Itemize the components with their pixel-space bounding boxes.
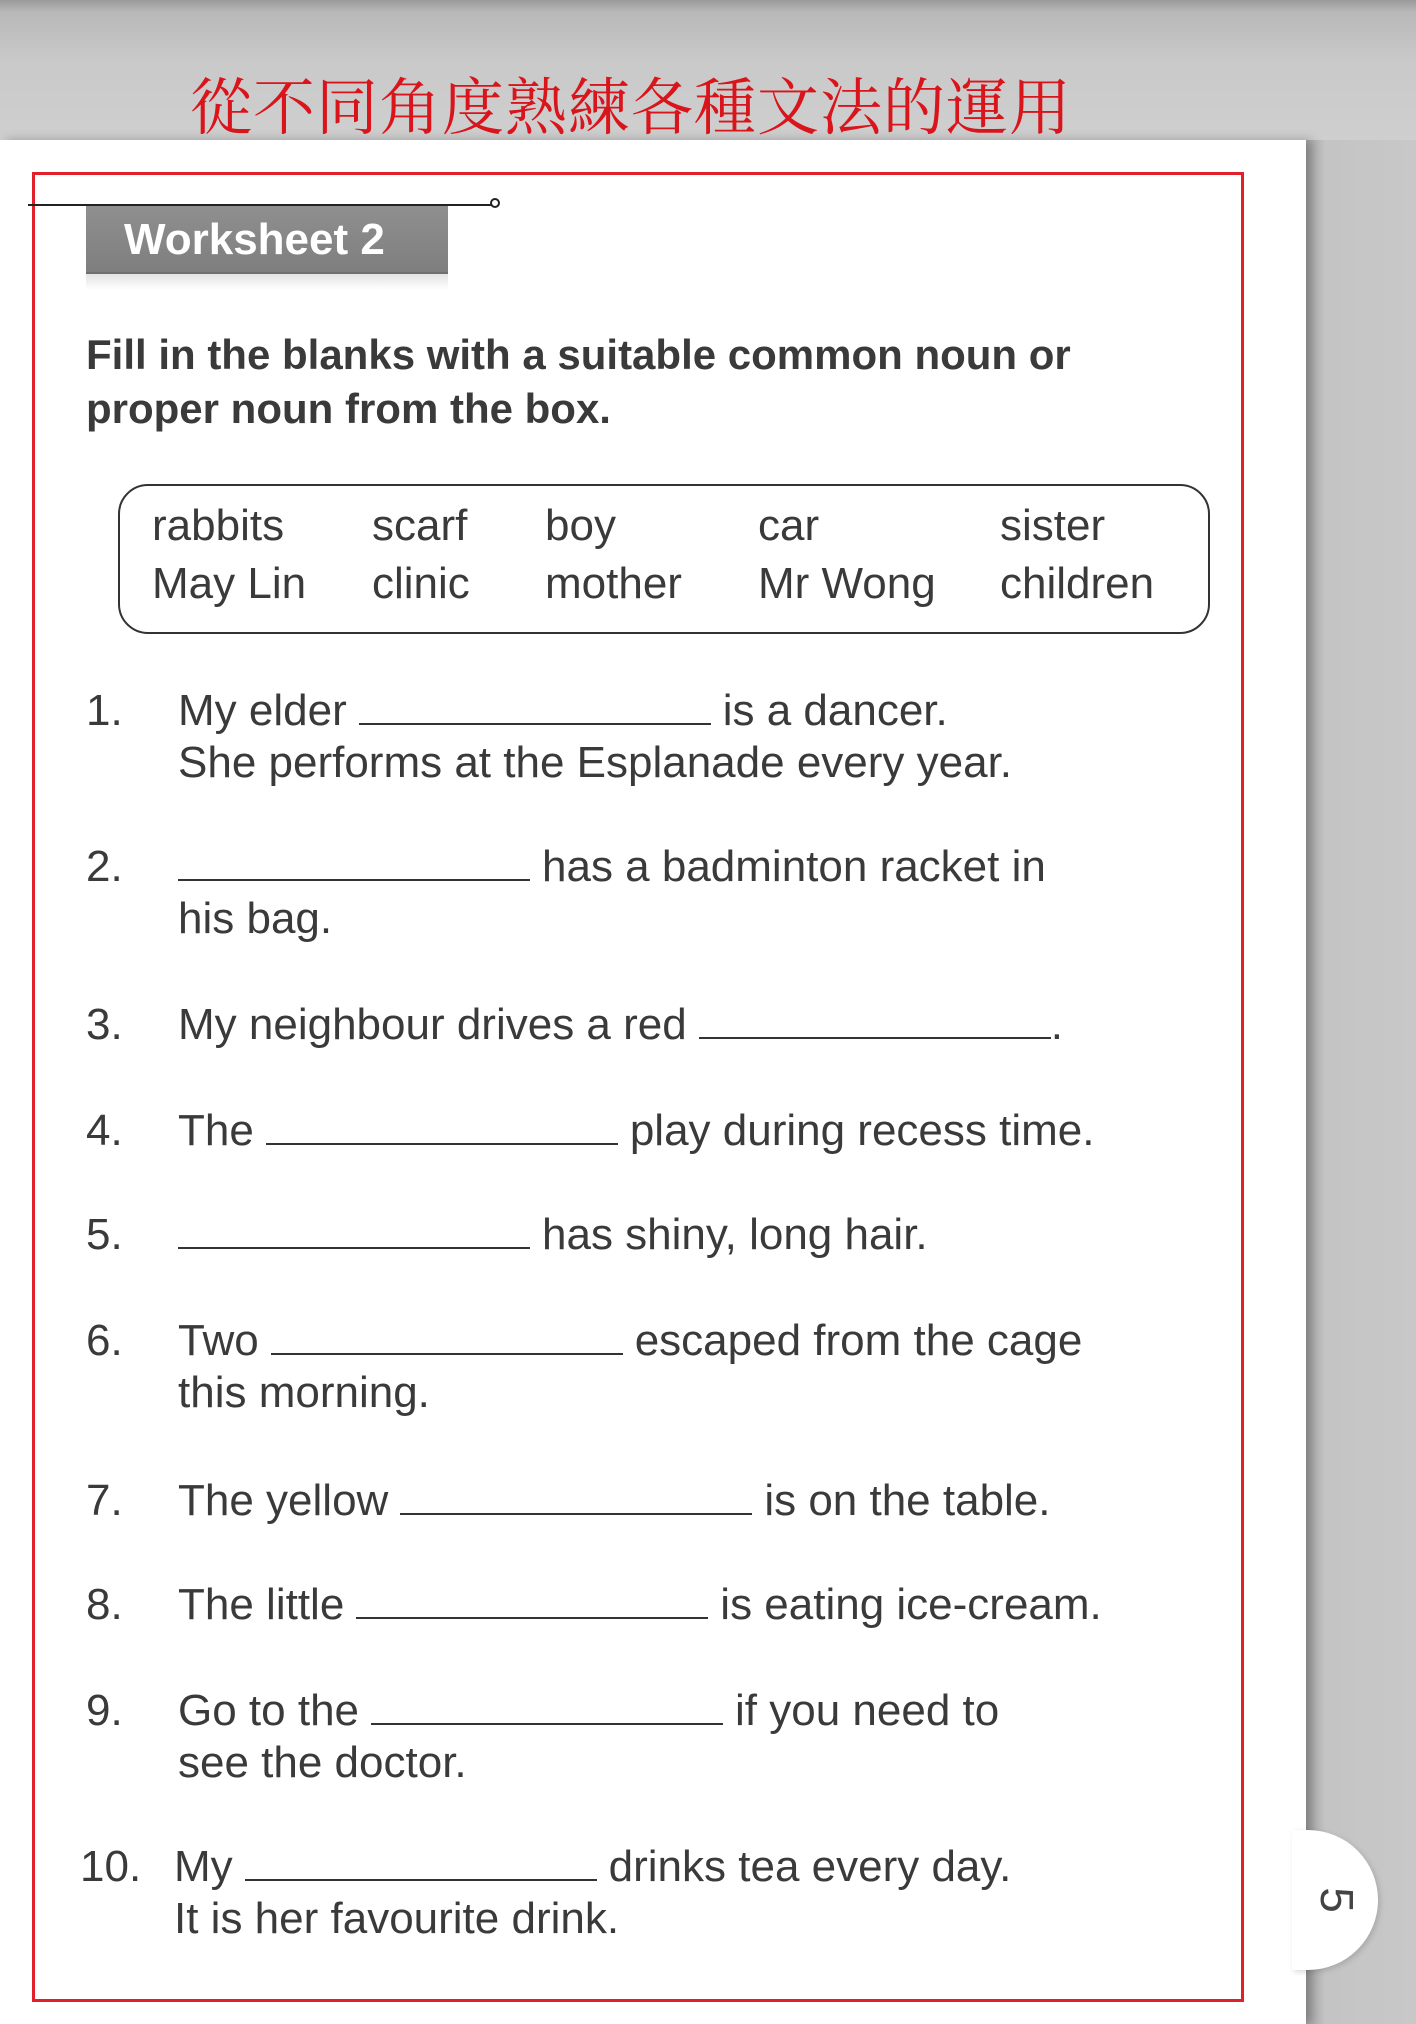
question-item: [86, 1686, 1216, 1796]
page-number: 5: [1311, 1887, 1363, 1913]
answer-blank[interactable]: [178, 1213, 530, 1249]
question-item: [86, 1106, 1216, 1166]
question-line-2: It is her favourite drink.: [174, 1894, 620, 1943]
word-box-item: sister: [1000, 501, 1106, 550]
question-text-before: Go to the: [178, 1686, 360, 1735]
question-number: 6.: [86, 1316, 123, 1365]
chinese-heading: 從不同角度熟練各種文法的運用: [190, 71, 1073, 144]
question-line: [178, 686, 948, 736]
question-number: 10.: [80, 1842, 142, 1891]
question-item: [86, 1210, 1216, 1270]
question-text-before: The: [178, 1106, 254, 1155]
question-line: [178, 842, 1046, 892]
answer-blank[interactable]: [245, 1845, 597, 1881]
word-box-item: clinic: [372, 559, 470, 608]
question-line: [178, 1580, 1102, 1630]
question-text-after: escaped from the cage: [634, 1316, 1083, 1365]
question-number: 3.: [86, 1000, 123, 1049]
question-line-2: see the doctor.: [178, 1738, 467, 1787]
word-box-item: May Lin: [152, 559, 307, 608]
question-number: 9.: [86, 1686, 123, 1735]
answer-blank[interactable]: [271, 1319, 623, 1355]
question-number: 8.: [86, 1580, 123, 1629]
answer-blank[interactable]: [371, 1689, 723, 1725]
question-text-after: has shiny, long hair.: [542, 1210, 928, 1259]
question-line: [178, 1210, 928, 1260]
word-box-item: boy: [545, 501, 616, 550]
question-line-2: this morning.: [178, 1368, 430, 1417]
question-text-after: play during recess time.: [629, 1106, 1095, 1155]
word-box-item: Mr Wong: [758, 559, 936, 608]
page-edge-shadow: [1306, 140, 1416, 2024]
answer-blank[interactable]: [178, 845, 530, 881]
question-number: 4.: [86, 1106, 123, 1155]
question-text-before: My: [174, 1842, 233, 1891]
question-text-before: Two: [178, 1316, 259, 1365]
question-text-after: drinks tea every day.: [608, 1842, 1012, 1891]
word-box-item: scarf: [372, 501, 468, 550]
answer-blank[interactable]: [266, 1109, 618, 1145]
worksheet-tab-shadow: [86, 272, 448, 290]
question-number: 2.: [86, 842, 123, 891]
question-number: 5.: [86, 1210, 123, 1259]
question-text-before: The little: [178, 1580, 345, 1629]
question-text-after: is on the table.: [764, 1476, 1051, 1525]
instruction-text: Fill in the blanks with a suitable common noun or proper noun from the box.: [86, 331, 1071, 432]
question-text-after: if you need to: [735, 1686, 1000, 1735]
question-line-2: his bag.: [178, 894, 333, 943]
question-item: [86, 1476, 1216, 1536]
question-text-after: is a dancer.: [722, 686, 948, 735]
header-rule-dot: [490, 198, 500, 208]
word-box-item: car: [758, 501, 820, 550]
question-text-before: My neighbour drives a red: [178, 1000, 687, 1049]
answer-blank[interactable]: [359, 689, 711, 725]
question-line: [178, 1686, 999, 1736]
answer-blank[interactable]: [400, 1479, 752, 1515]
question-item: [86, 1316, 1216, 1426]
question-item: [86, 842, 1216, 952]
question-line-2: She performs at the Esplanade every year.: [178, 738, 1013, 787]
question-item: [86, 1000, 1216, 1060]
word-box-item: children: [1000, 559, 1155, 608]
question-item: [86, 686, 1216, 796]
question-item: [86, 1580, 1216, 1640]
answer-blank[interactable]: [699, 1003, 1051, 1039]
question-line: [174, 1842, 1011, 1892]
question-text-before: My elder: [178, 686, 347, 735]
question-text-after: .: [1050, 1000, 1063, 1049]
question-number: 1.: [86, 686, 123, 735]
question-line: [178, 1316, 1082, 1366]
question-item: [80, 1842, 1216, 1952]
answer-blank[interactable]: [356, 1583, 708, 1619]
question-number: 7.: [86, 1476, 123, 1525]
question-line: [178, 1476, 1051, 1526]
question-text-after: is eating ice-cream.: [720, 1580, 1102, 1629]
word-box-item: mother: [545, 559, 682, 608]
question-line: [178, 1000, 1063, 1050]
question-text-after: has a badminton racket in: [542, 842, 1046, 891]
word-box-item: rabbits: [152, 501, 285, 550]
question-line: [178, 1106, 1094, 1156]
worksheet-title: Worksheet 2: [124, 215, 385, 264]
question-text-before: The yellow: [178, 1476, 389, 1525]
